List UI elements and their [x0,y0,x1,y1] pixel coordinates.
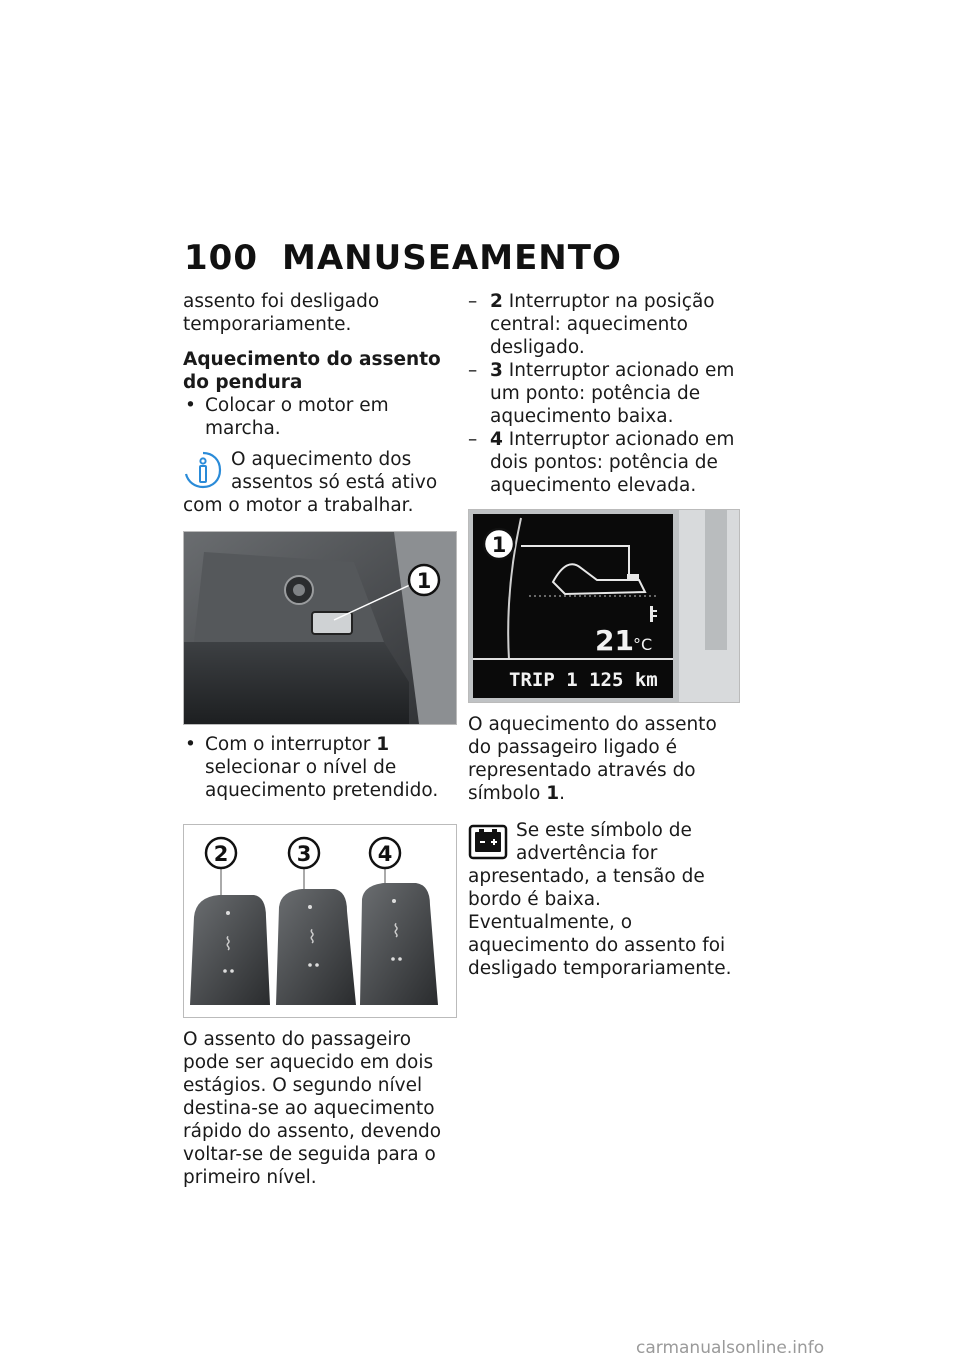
left-column [183,290,455,1189]
figure-callout: 1 [491,533,507,557]
bullet-select-ref: 1 [376,734,390,755]
item-text: Interruptor acionado em dois pontos: potência de aquecimento elevada. [490,429,735,496]
svg-text:⌇: ⌇ [391,921,401,942]
figure-seat-switch [183,531,457,725]
switch-positions-illustration [184,825,456,1017]
symbol-ref: 1 [546,783,560,804]
item-text: Interruptor acionado em um ponto: potência de aquecimento baixa. [490,360,735,427]
figure-callout: 2 [213,842,229,866]
right-column [468,290,740,980]
temperature-value: 21 [595,624,634,657]
item-number: 2 [490,291,503,312]
intro-text: assento foi desligado temporariamente. [183,291,380,335]
watermark: carmanualsonline.info [636,1338,825,1358]
section-heading: Aquecimento do assento do pendura [183,349,441,393]
figure-callout: 1 [416,569,432,593]
heating-symbol-paragraph [468,713,740,805]
warning-note [468,819,740,980]
figure-switch-positions [183,824,457,1018]
item-number: 4 [490,429,503,450]
battery-warning-icon [468,821,508,861]
item-text: Interruptor na posição central: aquecimento desligado. [490,291,715,358]
temperature-unit: °C [633,635,653,654]
symbol-text-b: . [559,783,565,804]
warning-note-text: Se este símbolo de advertência for apresentado, a tensão de bordo é baixa. Eventualmente, o aquecimento do assento foi desligado temporariamente. [468,820,732,979]
page-number: 100 [184,238,258,278]
info-note-text: O aquecimento dos assentos só está ativo com o motor a trabalhar. [183,449,438,516]
item-number: 3 [490,360,503,381]
info-note [183,448,455,517]
figure-callout: 4 [377,842,393,866]
svg-text:⌇: ⌇ [223,934,233,955]
bullet-start-engine: • Colocar o motor em marcha. [183,394,455,440]
section-title: MANUSEAMENTO [282,238,622,278]
bullet-select-text-b: selecionar o nível de aquecimento pretendido. [205,757,439,801]
figure-callout: 3 [296,842,312,866]
figure-display [468,509,740,703]
two-stage-paragraph: O assento do passageiro pode ser aquecido em dois estágios. O segundo nível destina-se ao aquecimento rápido do assento, devendo voltar-se de seguida para o primeiro nível. [183,1029,442,1188]
trip-readout: TRIP 1 125 km [509,669,658,691]
page-header [184,238,622,278]
list-item [468,428,740,497]
bullet-select-text-a: Com o interruptor [205,734,377,755]
list-item [468,290,740,359]
seat-switch-illustration [184,532,456,724]
info-icon [183,450,223,490]
list-item [468,359,740,428]
svg-text:⌇: ⌇ [307,927,317,948]
bullet-select-level [183,733,455,802]
dashboard-display-illustration [469,510,739,702]
symbol-text-a: O aquecimento do assento do passageiro ligado é representado através do símbolo [468,714,717,804]
